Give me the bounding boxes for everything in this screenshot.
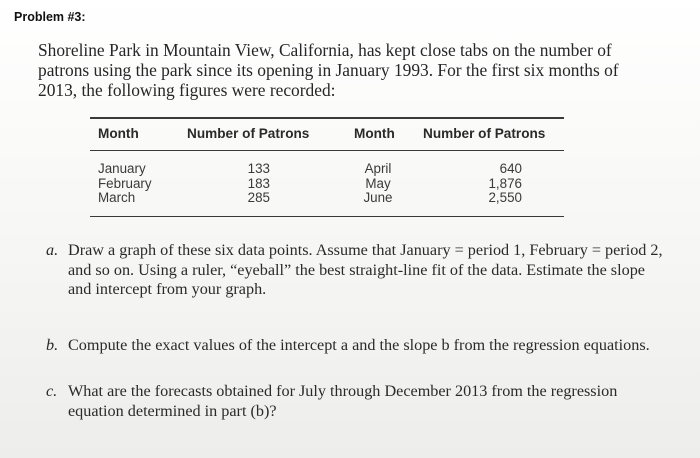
table-top-rule: [90, 117, 564, 119]
right-month-column: [356, 162, 400, 206]
month-cell: June: [363, 190, 393, 205]
question-text: Draw a graph of these six data points. Assume that January = period 1, February = period 2, and so on. Using a ruler, “eyeball” the best straight-line fit of the data. Estimate the slope and intercept from your graph.: [68, 241, 663, 299]
header-patrons-1: Number of Patrons: [187, 126, 310, 141]
patrons-cell: 133: [247, 161, 270, 176]
month-cell: April: [364, 161, 392, 176]
left-month-column: [98, 162, 152, 206]
month-cell: January: [98, 161, 146, 176]
patrons-cell: 1,876: [488, 175, 522, 191]
question-text: Compute the exact values of the intercept a and the slope b from the regression equations.: [68, 336, 650, 354]
patrons-cell: 2,550: [488, 190, 522, 205]
header-patrons-2: Number of Patrons: [423, 126, 546, 141]
table-header-rule: [90, 150, 564, 151]
header-month-1: Month: [98, 126, 139, 141]
header-month-2: Month: [354, 126, 395, 141]
right-patrons-column: [478, 162, 522, 206]
patrons-cell: 640: [499, 161, 522, 176]
problem-heading: Problem #3:: [14, 10, 86, 24]
patrons-cell: 285: [247, 190, 270, 205]
month-cell: May: [365, 175, 391, 191]
question-letter: a.: [46, 241, 59, 259]
patrons-cell: 183: [247, 175, 270, 191]
month-cell: March: [98, 190, 136, 205]
left-patrons-column: [230, 162, 270, 206]
month-cell: February: [98, 175, 152, 191]
question-letter: b.: [46, 336, 59, 354]
problem-intro: Shoreline Park in Mountain View, California, has kept close tabs on the number of patrons using the park since its opening in January 1993. For the first six months of 2013, the following figures were recorded:: [38, 40, 619, 100]
table-bottom-rule: [90, 216, 564, 217]
question-letter: c.: [46, 382, 58, 400]
question-text: What are the forecasts obtained for July through December 2013 from the regression equation determined in part (b)?: [68, 382, 618, 420]
